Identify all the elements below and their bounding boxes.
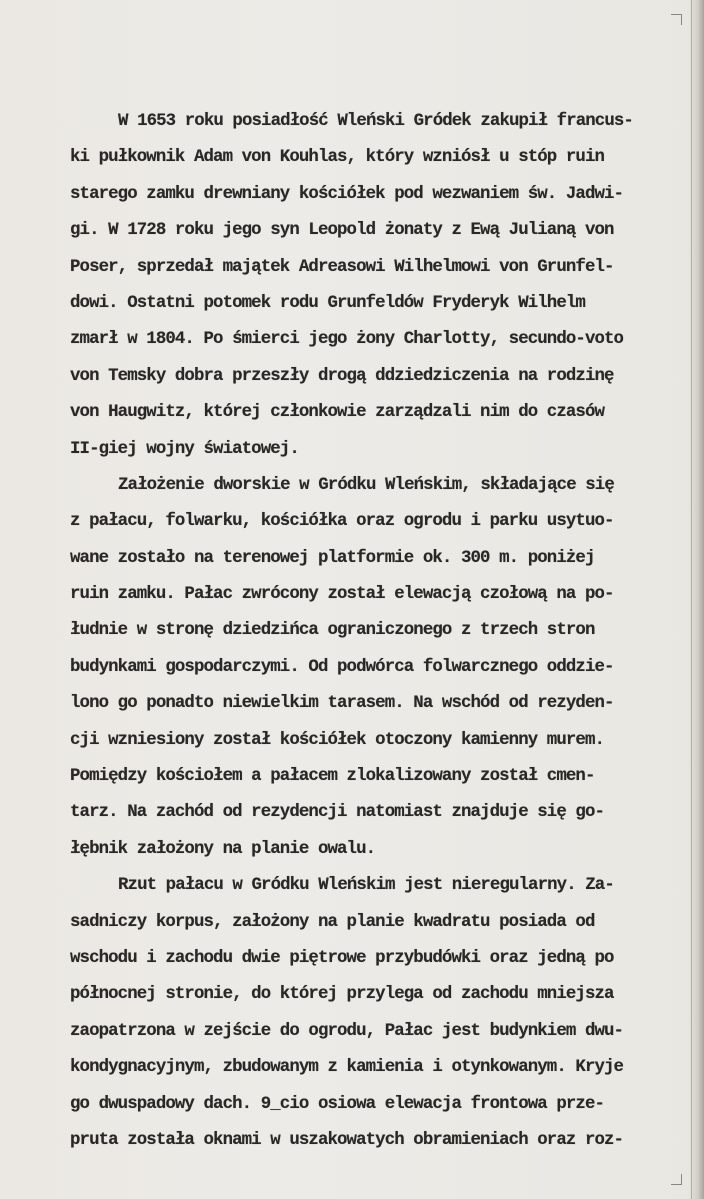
text-line: łudnie w stronę dziedzińca ograniczonego z trzech stron	[70, 621, 595, 641]
text-line: pruta została oknami w uszakowatych obramieniach oraz roz-	[70, 1130, 624, 1150]
text-line: dowi. Ostatni potomek rodu Grunfeldów Fryderyk Wilhelm	[70, 293, 585, 313]
paragraph-1	[70, 104, 690, 468]
text-line: go dwuspadowy dach. 9_cio osiowa elewacja frontowa prze-	[70, 1094, 605, 1114]
text-line: z pałacu, folwarku, kościółka oraz ogrodu i parku usytuo-	[70, 512, 614, 532]
text-line: budynkami gospodarczymi. Od podwórca folwarcznego oddzie-	[70, 657, 614, 677]
text-line: ruin zamku. Pałac zwrócony został elewacją czołową na po-	[70, 585, 614, 605]
text-line: zaopatrzona w zejście do ogrodu, Pałac jest budynkiem dwu-	[70, 1021, 624, 1041]
text-line: Poser, sprzedał majątek Adreasowi Wilhelmowi von Grunfel-	[70, 257, 614, 277]
scan-corner-mark-bottom	[671, 1174, 682, 1185]
text-line: cji wzniesiony został kościółek otoczony kamienny murem.	[70, 730, 605, 750]
text-line: tarz. Na zachód od rezydencji natomiast znajduje się go-	[70, 803, 605, 823]
text-line: W 1653 roku posiadłość Wleński Gródek zakupił francus-	[118, 112, 633, 131]
text-line: wane zostało na terenowej platformie ok. 300 m. poniżej	[70, 548, 595, 568]
text-line: kondygnacyjnym, zbudowanym z kamienia i otynkowanym. Kryje	[70, 1058, 624, 1078]
text-line: lono go ponadto niewielkim tarasem. Na wschód od rezyden-	[70, 694, 614, 714]
text-line: Pomiędzy kościołem a pałacem zlokalizowany został cmen-	[70, 767, 595, 787]
text-line: Rzut pałacu w Gródku Wleńskim jest nieregularny. Za-	[118, 876, 614, 896]
text-line: sadniczy korpus, założony na planie kwadratu posiada od	[70, 912, 595, 932]
text-line: II-giej wojny światowej.	[70, 439, 299, 459]
typewritten-text	[70, 104, 690, 1159]
text-line: północnej stronie, do której przylega od zachodu mniejsza	[70, 985, 614, 1005]
text-line: łębnik założony na planie owalu.	[70, 839, 376, 859]
text-line: ki pułkownik Adam von Kouhlas, który wzniósł u stóp ruin	[70, 148, 605, 168]
paragraph-2	[70, 468, 690, 868]
paragraph-3	[70, 868, 690, 1159]
text-line: wschodu i zachodu dwie piętrowe przybudówki oraz jedną po	[70, 948, 614, 968]
text-line: von Haugwitz, której członkowie zarządzali nim do czasów	[70, 403, 605, 423]
text-line: von Temsky dobra przeszły drogą ddziedziczenia na rodzinę	[70, 366, 614, 386]
text-line: Założenie dworskie w Gródku Wleńskim, składające się	[118, 475, 614, 495]
text-line: zmarł w 1804. Po śmierci jego żony Charlotty, secundo-voto	[70, 330, 624, 350]
text-line: starego zamku drewniany kościółek pod wezwaniem św. Jadwi-	[70, 184, 624, 204]
page-edge-line	[691, 0, 692, 1199]
scan-corner-mark-top	[671, 14, 682, 25]
text-line: gi. W 1728 roku jego syn Leopold żonaty z Ewą Julianą von	[70, 221, 614, 241]
